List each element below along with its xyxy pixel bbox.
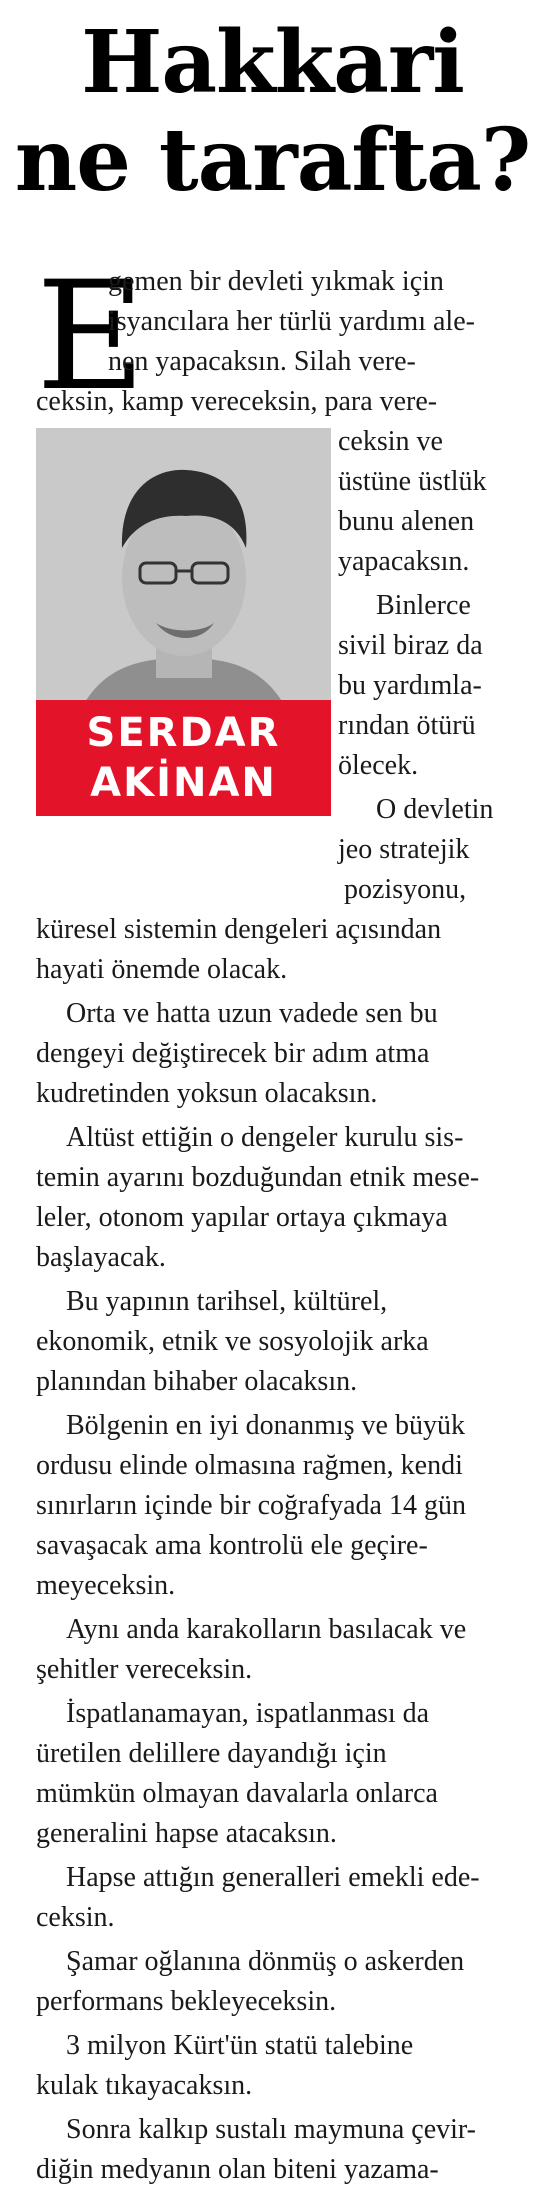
body-line: Altüst ettiğin o dengeler kurulu sis- — [66, 1122, 464, 1153]
body-line: diğin medyanın olan biteni yazama- — [36, 2154, 439, 2185]
body-line: 3 milyon Kürt'ün statü talebine — [66, 2030, 414, 2061]
body-line: ölecek. — [338, 750, 419, 781]
author-name-box — [36, 700, 331, 816]
body-line: rından ötürü — [338, 710, 476, 741]
body-line: Bu yapının tarihsel, kültürel, — [66, 1286, 388, 1317]
body-line: pozisyonu, — [344, 874, 467, 905]
body-line: ceksin, kamp vereceksin, para vere- — [36, 386, 438, 417]
body-line: sivil biraz da — [338, 630, 483, 661]
body-line: ceksin. — [36, 1902, 115, 1933]
body-line: küresel sistemin dengeleri açısından — [36, 914, 442, 945]
body-line: generalini hapse atacaksın. — [36, 1818, 337, 1849]
body-line: başlayacak. — [36, 1242, 166, 1273]
body-line: İspatlanamayan, ispatlanması da — [66, 1698, 430, 1729]
body-line: leler, otonom yapılar ortaya çıkmaya — [36, 1202, 448, 1233]
body-line: nen yapacaksın. Silah vere- — [108, 346, 416, 377]
body-line: kudretinden yoksun olacaksın. — [36, 1078, 378, 1109]
body-line: O devletin — [376, 794, 494, 825]
body-line: sınırların içinde bir coğrafyada 14 gün — [36, 1490, 466, 1521]
body-line: jeo stratejik — [338, 834, 470, 865]
body-line: performans bekleyeceksin. — [36, 1986, 337, 2017]
body-line: meyeceksin. — [36, 1570, 176, 1601]
body-line: üretilen delillere dayandığı için — [36, 1738, 387, 1769]
body-line: ekonomik, etnik ve sosyolojik arka — [36, 1326, 429, 1357]
body-line: bunu alenen — [338, 506, 475, 537]
headline-line-1: Hakkari — [81, 12, 464, 113]
body-line: Bölgenin en iyi donanmış ve büyük — [66, 1410, 465, 1441]
headline-line-2: ne tarafta? — [14, 110, 531, 211]
body-line: hayati önemde olacak. — [36, 954, 288, 985]
body-line: dengeyi değiştirecek bir adım atma — [36, 1038, 430, 1069]
body-line: kulak tıkayacaksın. — [36, 2070, 253, 2101]
body-line: ordusu elinde olmasına rağmen, kendi — [36, 1450, 463, 1481]
body-line: gemen bir devleti yıkmak için — [108, 266, 444, 297]
body-line: Binlerce — [376, 590, 471, 621]
body-line: üstüne üstlük — [338, 466, 487, 497]
body-line: bu yardımla- — [338, 670, 482, 701]
body-line: isyancılara her türlü yardımı ale- — [108, 306, 475, 337]
author-first-name: SERDAR — [86, 710, 281, 756]
body-line: Aynı anda karakolların basılacak ve — [66, 1614, 467, 1645]
drop-cap: E — [36, 250, 146, 424]
body-line: Sonra kalkıp sustalı maymuna çevir- — [66, 2114, 477, 2145]
body-line: şehitler vereceksin. — [36, 1654, 253, 1685]
body-line: yapacaksın. — [338, 546, 470, 577]
body-line: savaşacak ama kontrolü ele geçire- — [36, 1530, 428, 1561]
body-line: Şamar oğlanına dönmüş o askerden — [66, 1946, 465, 1977]
body-line: mümkün olmayan davalarla onlarca — [36, 1778, 438, 1809]
body-line: Orta ve hatta uzun vadede sen bu — [66, 998, 438, 1029]
body-line: Hapse attığın generalleri emekli ede- — [66, 1862, 480, 1893]
author-last-name: AKİNAN — [90, 760, 277, 806]
body-line: ceksin ve — [338, 426, 443, 457]
body-line: planından bihaber olacaksın. — [36, 1366, 358, 1397]
body-line: temin ayarını bozduğundan etnik mese- — [36, 1162, 480, 1193]
